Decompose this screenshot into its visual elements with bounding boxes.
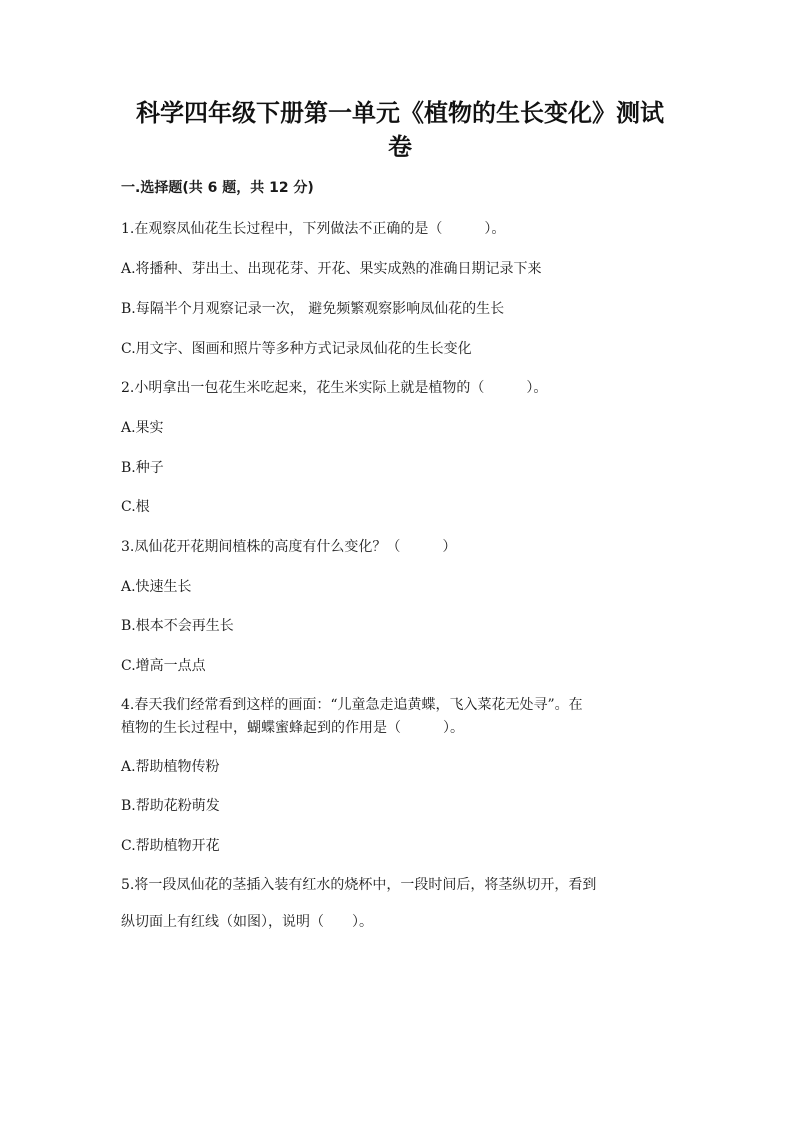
question-1-option-b: B.每隔半个月观察记录一次， 避免频繁观察影响凤仙花的生长 (121, 301, 505, 317)
exam-title-line-2: 卷 (388, 133, 412, 161)
question-4-option-a: A.帮助植物传粉 (121, 759, 220, 775)
exam-title-line-1: 科学四年级下册第一单元《植物的生长变化》测试 (136, 99, 664, 127)
question-5-stem-line-1: 5.将一段凤仙花的茎插入装有红水的烧杯中，一段时间后，将茎纵切开，看到 (121, 877, 597, 893)
question-4-stem-line-2: 植物的生长过程中，蝴蝶蜜蜂起到的作用是（ ）。 (121, 720, 464, 736)
section-heading: 一.选择题(共 6 题，共 12 分) (121, 180, 314, 196)
question-5-stem-line-2: 纵切面上有红线（如图），说明（ ）。 (121, 914, 373, 930)
question-4-option-b: B.帮助花粉萌发 (121, 798, 220, 814)
question-3-option-a: A.快速生长 (121, 579, 192, 595)
exam-title (100, 96, 700, 164)
question-3-option-c: C.增高一点点 (121, 658, 206, 674)
question-3-option-b: B.根本不会再生长 (121, 618, 234, 634)
question-1-stem: 1.在观察凤仙花生长过程中，下列做法不正确的是（ ）。 (121, 221, 506, 237)
question-1-option-c: C.用文字、图画和照片等多种方式记录凤仙花的生长变化 (121, 341, 472, 357)
question-2-option-c: C.根 (121, 499, 150, 515)
question-4-option-c: C.帮助植物开花 (121, 838, 220, 854)
question-1-option-a: A.将播种、芽出土、出现花芽、开花、果实成熟的准确日期记录下来 (121, 261, 542, 277)
question-4-stem-line-1: 4.春天我们经常看到这样的画面：“儿童急走追黄蝶，飞入菜花无处寻”。在 (121, 697, 583, 713)
question-2-option-b: B.种子 (121, 460, 164, 476)
question-2-option-a: A.果实 (121, 420, 164, 436)
question-2-stem: 2.小明拿出一包花生米吃起来，花生米实际上就是植物的（ ）。 (121, 380, 548, 396)
question-3-stem: 3.凤仙花开花期间植株的高度有什么变化？（ ） (121, 539, 457, 555)
